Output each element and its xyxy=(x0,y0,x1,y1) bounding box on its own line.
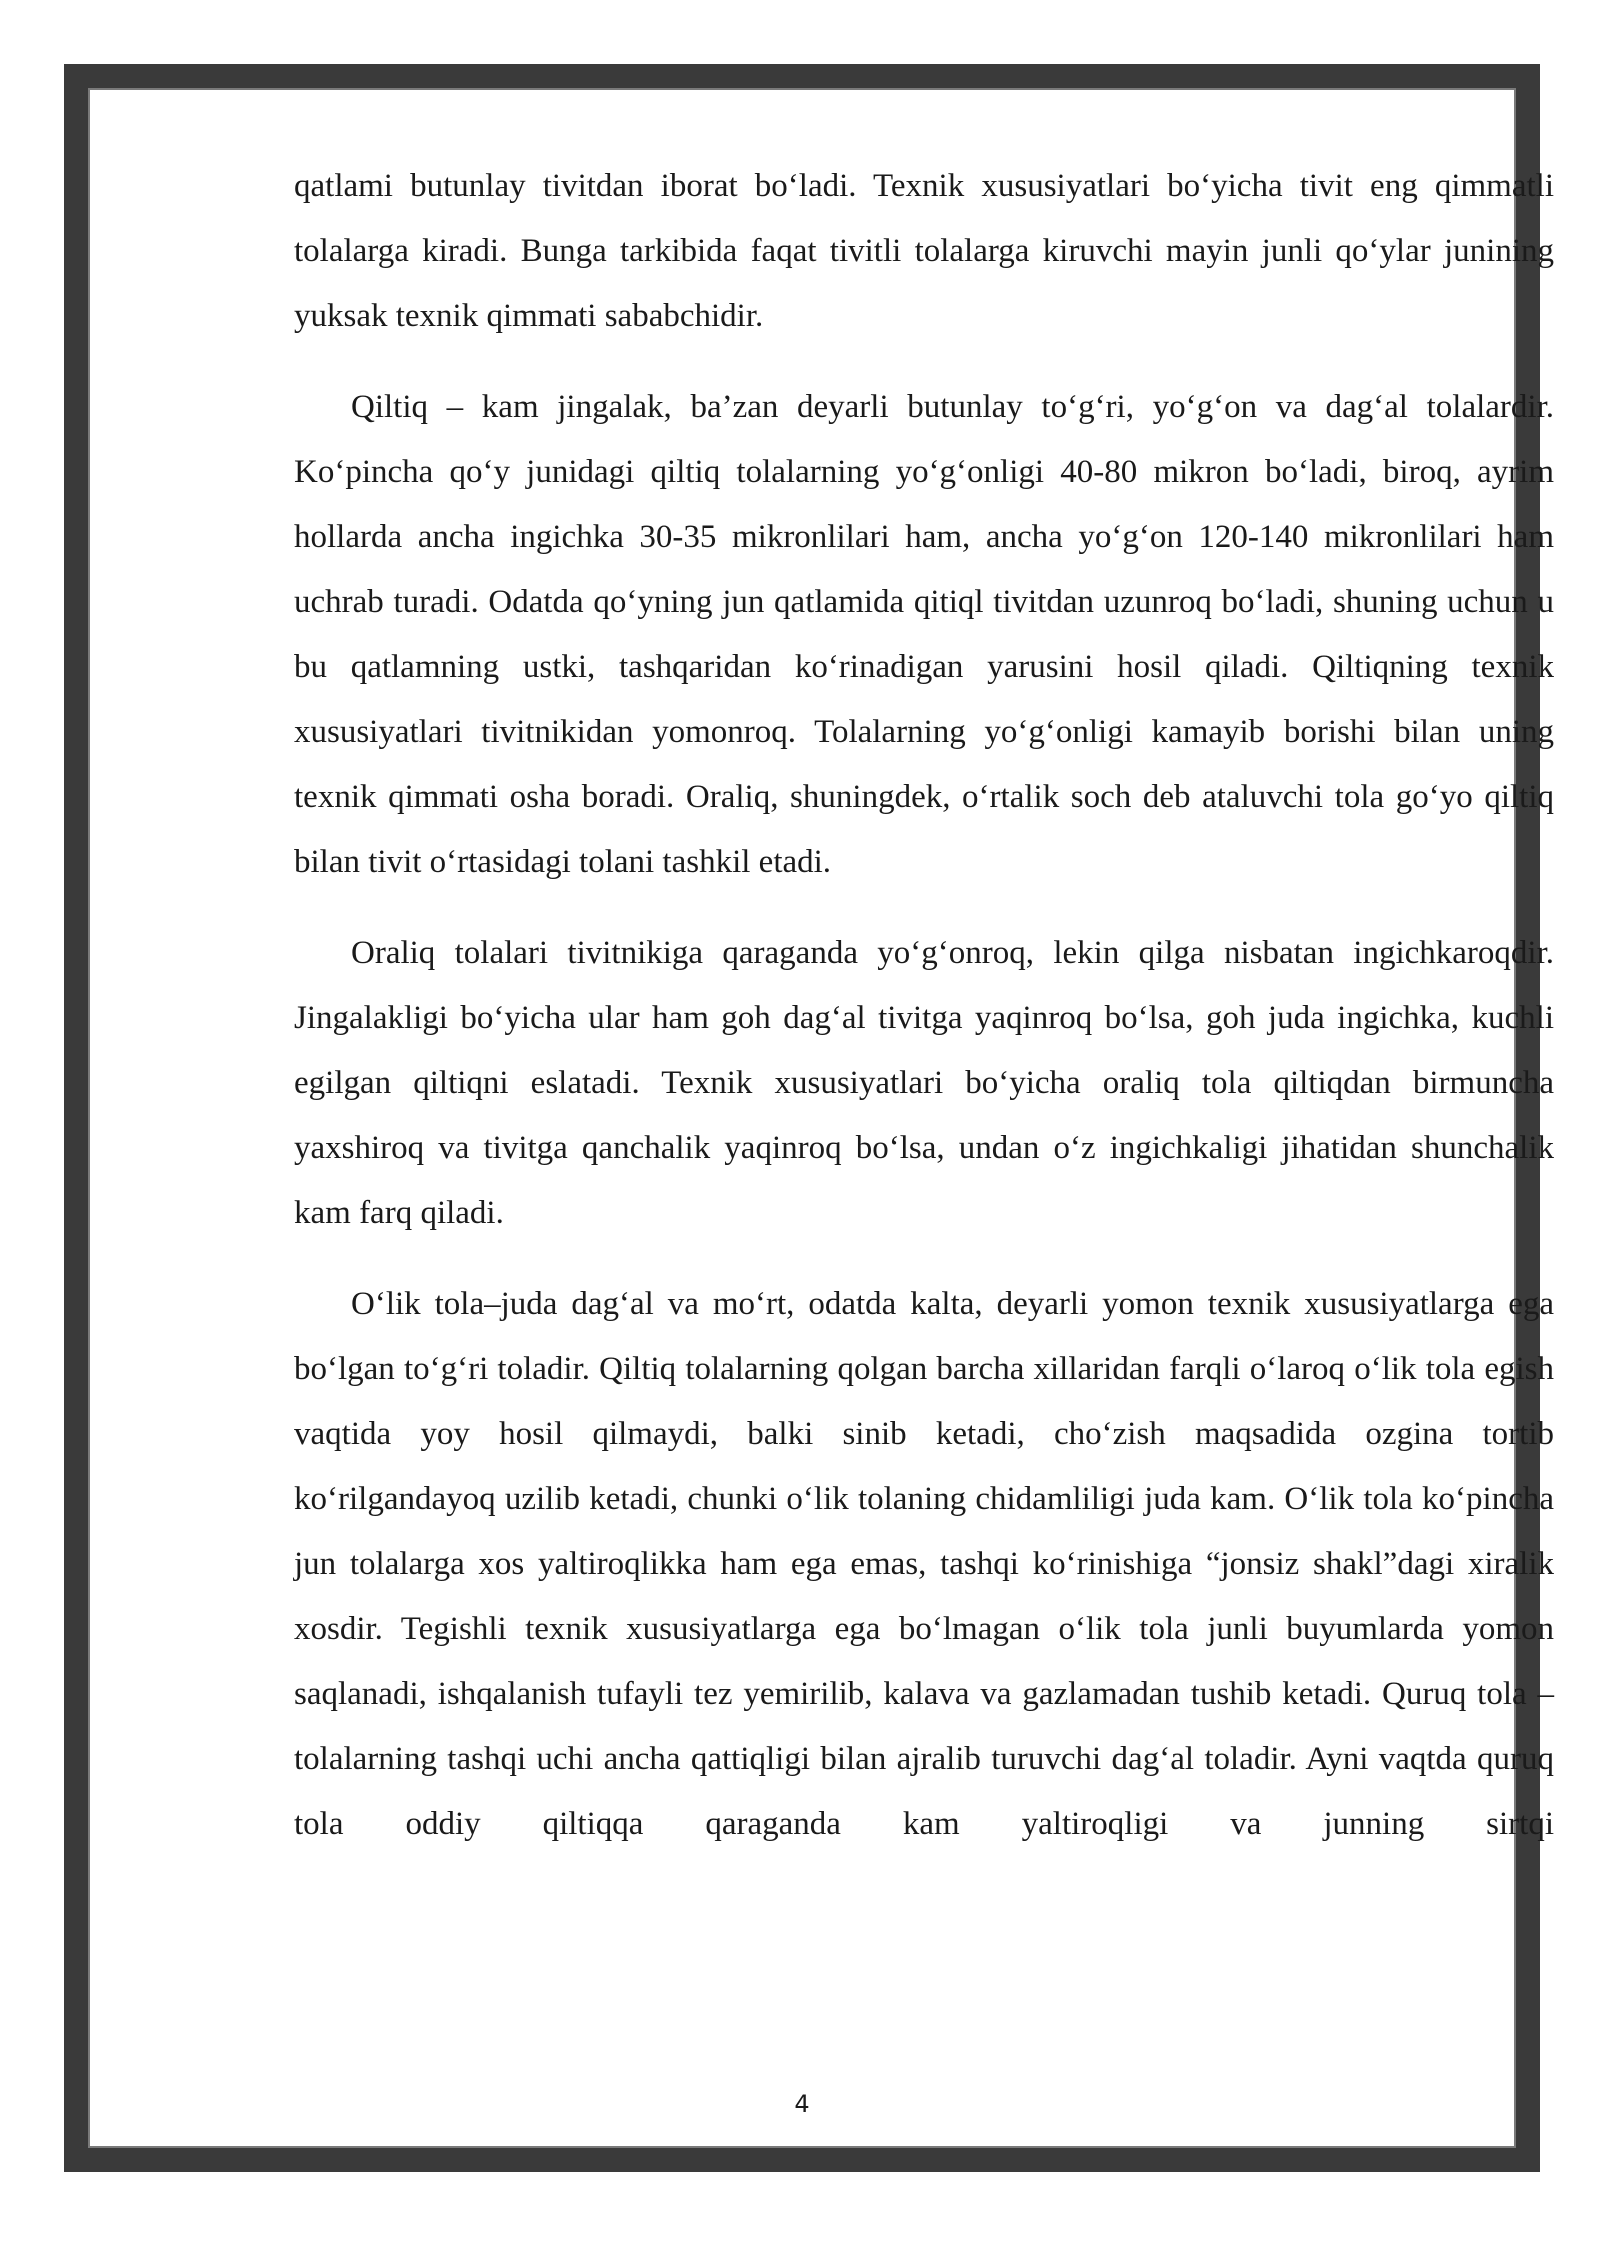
paragraph-qiltiq: Qiltiq – kam jingalak, ba’zan deyarli butunlay to‘g‘ri, yo‘g‘on va dag‘al tolalardir. Ko‘pincha qo‘y junidagi qiltiq tolalarning yo‘g‘onligi 40-80 mikron bo‘ladi, biroq, ayrim hollarda ancha ingichka 30-35 mikronlilari ham, ancha yo‘g‘on 120-140 mikronlilari ham uchrab turadi. Odatda qo‘yning jun qatlamida qitiql tivitdan uzunroq bo‘ladi, shuning uchun u bu qatlamning ustki, tashqaridan ko‘rinadigan yarusini hosil qiladi. Qiltiqning texnik xususiyatlari tivitnikidan yomonroq. Tolalarning yo‘g‘onligi kamayib borishi bilan uning texnik qimmati osha boradi. Oraliq, shuningdek, o‘rtalik soch deb ataluvchi tola go‘yo qiltiq bilan tivit o‘rtasidagi tolani tashkil etadi. xyxy=(294,389,1554,880)
page-frame xyxy=(64,64,1554,2172)
paragraph-olik-tola: O‘lik tola–juda dag‘al va mo‘rt, odatda kalta, deyarli yomon texnik xususiyatlarga ega bo‘lgan to‘g‘ri toladir. Qiltiq tolalarning qolgan barcha xillaridan farqli o‘laroq o‘lik tola egish vaqtida yoy hosil qilmaydi, balki sinib ketadi, cho‘zish maqsadida ozgina tortib ko‘rilgandayoq uzilib ketadi, chunki o‘lik tolaning chidamliligi juda kam. O‘lik tola ko‘pincha jun tolalarga xos yaltiroqlikka ham ega emas, tashqi ko‘rinishiga “jonsiz shakl”dagi xiralik xosdir. Tegishli texnik xususiyatlarga ega bo‘lmagan o‘lik tola junli buyumlarda yomon saqlanadi, ishqalanish tufayli tez yemirilib, kalava va gazlamadan tushib ketadi. Quruq tola – tolalarning tashqi uchi ancha qattiqligi bilan ajralib turuvchi dag‘al toladir. Ayni vaqtda quruq tola oddiy qiltiqqa qaraganda kam yaltiroqligi va junning sirtqi xyxy=(294,1286,1554,1842)
paragraph-continued: qatlami butunlay tivitdan iborat bo‘ladi. Texnik xususiyatlari bo‘yicha tivit eng qimmatli tolalarga kiradi. Bunga tarkibida faqat tivitli tolalarga kiruvchi mayin junli qo‘ylar junining yuksak texnik qimmati sababchidir. xyxy=(294,168,1554,334)
paragraph-oraliq: Oraliq tolalari tivitnikiga qaraganda yo‘g‘onroq, lekin qilga nisbatan ingichkaroqdir. Jingalakligi bo‘yicha ular ham goh dag‘al tivitga yaqinroq bo‘lsa, goh juda ingichka, kuchli egilgan qiltiqni eslatadi. Texnik xususiyatlari bo‘yicha oraliq tola qiltiqdan birmuncha yaxshiroq va tivitga qanchalik yaqinroq bo‘lsa, undan o‘z ingichkaligi jihatidan shunchalik kam farq qiladi. xyxy=(294,935,1554,1231)
page-number: 4 xyxy=(794,2090,810,2118)
document-body xyxy=(294,154,1554,1883)
